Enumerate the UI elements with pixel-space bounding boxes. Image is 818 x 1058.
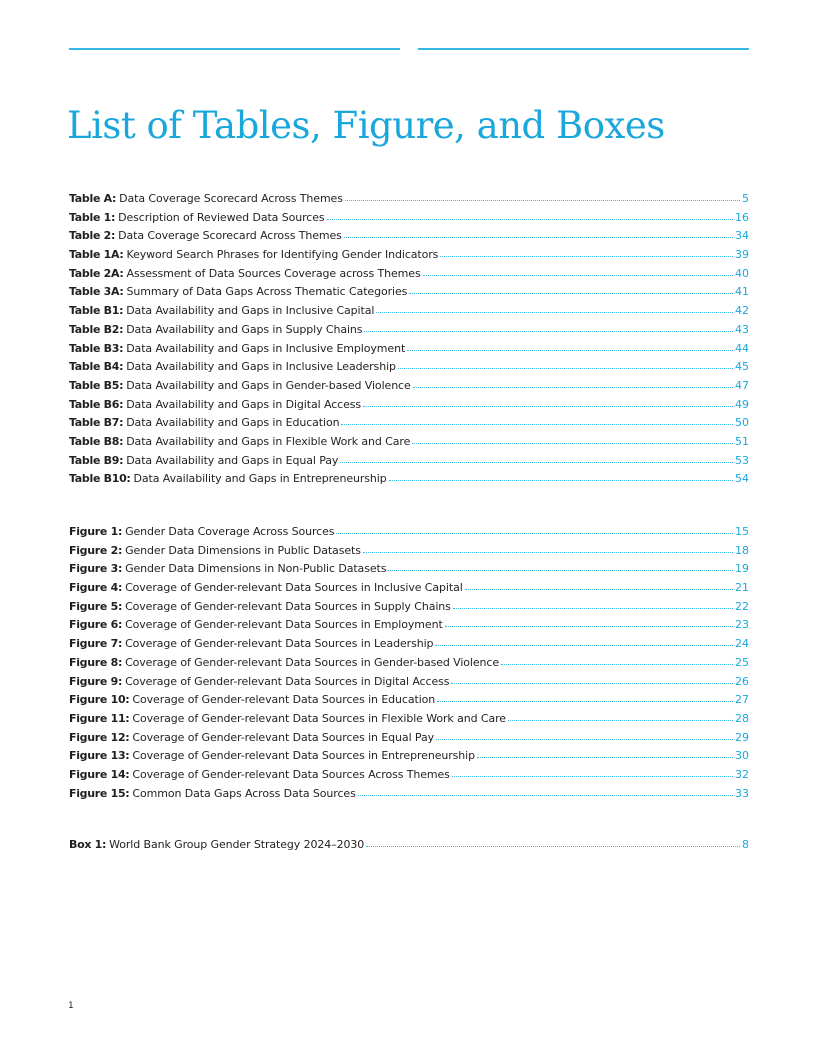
toc-entry[interactable] xyxy=(69,435,749,454)
toc-entry-title: Summary of Data Gaps Across Thematic Categories xyxy=(126,285,408,299)
toc-entry[interactable] xyxy=(69,416,749,435)
toc-entry-title: Coverage of Gender-relevant Data Sources in Entrepreneurship xyxy=(132,749,476,763)
boxes-list xyxy=(69,838,749,857)
toc-entry-label: Table B9: xyxy=(69,453,124,467)
toc-entry-label: Table B3: xyxy=(69,341,124,355)
toc-entry[interactable] xyxy=(69,285,749,304)
toc-entry-page[interactable]: 44 xyxy=(735,341,749,355)
toc-entry-title: Gender Data Dimensions in Non-Public Datasets xyxy=(125,562,387,576)
toc-entry-label: Figure 10: xyxy=(69,693,130,707)
toc-entry-page[interactable]: 47 xyxy=(735,378,749,392)
toc-entry-title: Gender Data Coverage Across Sources xyxy=(125,525,335,538)
toc-entry[interactable] xyxy=(69,749,749,768)
toc-entry-page[interactable]: 45 xyxy=(735,360,749,374)
toc-entry-label: Table 3A: xyxy=(69,285,124,299)
toc-entry-page[interactable]: 8 xyxy=(742,838,749,851)
toc-entry-page[interactable]: 32 xyxy=(735,767,749,781)
toc-entry-label: Table B7: xyxy=(69,416,124,430)
toc-entry-title: Description of Reviewed Data Sources xyxy=(118,210,325,224)
toc-entry-page[interactable]: 53 xyxy=(735,453,749,467)
page-number: 1 xyxy=(68,1001,74,1011)
dot-leader xyxy=(389,472,733,481)
toc-entry-label: Table B10: xyxy=(69,472,131,486)
toc-entry-title: Data Availability and Gaps in Digital Access xyxy=(126,397,362,411)
toc-entry[interactable] xyxy=(69,562,749,581)
toc-entry-title: Keyword Search Phrases for Identifying Gender Indicators xyxy=(126,248,439,262)
dot-leader xyxy=(341,416,733,425)
toc-entry-title: Data Coverage Scorecard Across Themes xyxy=(119,192,343,205)
toc-entry[interactable] xyxy=(69,618,749,637)
toc-entry[interactable] xyxy=(69,600,749,619)
dot-leader xyxy=(465,581,733,590)
toc-entry-label: Figure 4: xyxy=(69,581,123,595)
toc-entry-page[interactable]: 51 xyxy=(735,434,749,448)
dot-leader xyxy=(413,379,733,388)
toc-entry[interactable] xyxy=(69,398,749,417)
toc-entry-title: Coverage of Gender-relevant Data Sources in Gender-based Violence xyxy=(125,655,500,669)
header-rule-left xyxy=(69,48,400,50)
toc-entry[interactable] xyxy=(69,379,749,398)
toc-entry-page[interactable]: 29 xyxy=(735,730,749,744)
toc-entry-label: Figure 14: xyxy=(69,767,130,781)
dot-leader xyxy=(423,267,733,276)
toc-entry-label: Figure 2: xyxy=(69,543,123,557)
toc-entry[interactable] xyxy=(69,360,749,379)
toc-entry-page[interactable]: 43 xyxy=(735,322,749,336)
dot-leader xyxy=(508,712,733,721)
dot-leader xyxy=(501,656,733,665)
toc-entry-page[interactable]: 23 xyxy=(735,618,749,632)
toc-entry-page[interactable]: 16 xyxy=(735,210,749,224)
toc-entry-title: Data Availability and Gaps in Inclusive Capital xyxy=(126,304,375,318)
dot-leader xyxy=(376,304,733,313)
dot-leader xyxy=(409,285,733,294)
toc-entry-label: Figure 8: xyxy=(69,655,123,669)
toc-entry-label: Table 1A: xyxy=(69,248,124,262)
toc-entry-label: Figure 7: xyxy=(69,637,123,651)
toc-entry[interactable] xyxy=(69,267,749,286)
toc-entry-title: Gender Data Dimensions in Public Datasets xyxy=(125,543,361,557)
toc-entry-label: Table 2: xyxy=(69,229,116,243)
toc-entry-title: Data Availability and Gaps in Supply Chains xyxy=(126,322,363,336)
toc-entry[interactable] xyxy=(69,656,749,675)
toc-entry-title: Coverage of Gender-relevant Data Sources in Employment xyxy=(125,618,443,632)
toc-entry-label: Table A: xyxy=(69,192,117,205)
toc-entry-page[interactable]: 28 xyxy=(735,711,749,725)
toc-entry-title: Common Data Gaps Across Data Sources xyxy=(132,786,356,800)
dot-leader xyxy=(398,360,733,369)
toc-entry[interactable] xyxy=(69,472,749,491)
toc-entry-label: Table B2: xyxy=(69,322,124,336)
toc-entry[interactable] xyxy=(69,787,749,806)
toc-entry-label: Figure 15: xyxy=(69,786,130,800)
dot-leader xyxy=(477,749,733,758)
toc-entry-page[interactable]: 39 xyxy=(735,248,749,262)
toc-entry-page[interactable]: 42 xyxy=(735,304,749,318)
toc-entry-page[interactable]: 15 xyxy=(735,525,749,538)
toc-entry-page[interactable]: 54 xyxy=(735,472,749,486)
toc-entry[interactable] xyxy=(69,544,749,563)
toc-entry-title: Coverage of Gender-relevant Data Sources in Supply Chains xyxy=(125,599,451,613)
toc-entry[interactable] xyxy=(69,838,749,857)
toc-entry-label: Table 2A: xyxy=(69,266,124,280)
toc-entry-label: Table B4: xyxy=(69,360,124,374)
toc-entry-title: World Bank Group Gender Strategy 2024–2030 xyxy=(109,838,365,851)
toc-entry[interactable] xyxy=(69,342,749,361)
toc-entry-page[interactable]: 18 xyxy=(735,543,749,557)
toc-entry[interactable] xyxy=(69,675,749,694)
toc-entry-page[interactable]: 41 xyxy=(735,285,749,299)
toc-entry-page[interactable]: 24 xyxy=(735,637,749,651)
toc-entry-label: Figure 9: xyxy=(69,674,123,688)
toc-entry-title: Data Availability and Gaps in Inclusive Employment xyxy=(126,341,406,355)
toc-entry[interactable] xyxy=(69,731,749,750)
figures-list xyxy=(69,525,749,805)
tables-list xyxy=(69,192,749,491)
toc-entry-page[interactable]: 22 xyxy=(735,599,749,613)
header-rule-right xyxy=(418,48,749,50)
toc-entry-page[interactable]: 33 xyxy=(735,786,749,800)
toc-entry-label: Figure 12: xyxy=(69,730,130,744)
toc-entry[interactable] xyxy=(69,693,749,712)
dot-leader xyxy=(436,731,733,740)
dot-leader xyxy=(363,398,733,407)
toc-entry[interactable] xyxy=(69,637,749,656)
toc-entry-label: Box 1: xyxy=(69,838,107,851)
toc-entry[interactable] xyxy=(69,192,749,211)
toc-entry-page[interactable]: 34 xyxy=(735,229,749,243)
toc-entry-title: Coverage of Gender-relevant Data Sources in Inclusive Capital xyxy=(125,581,463,595)
toc-entry[interactable] xyxy=(69,768,749,787)
dot-leader xyxy=(366,838,740,847)
dot-leader xyxy=(363,544,733,553)
toc-entry-title: Coverage of Gender-relevant Data Sources in Flexible Work and Care xyxy=(132,711,506,725)
toc-entry-label: Table B5: xyxy=(69,378,124,392)
dot-leader xyxy=(452,768,733,777)
toc-entry-label: Table B1: xyxy=(69,304,124,318)
dot-leader xyxy=(407,342,733,351)
dot-leader xyxy=(445,618,733,627)
dot-leader xyxy=(388,562,733,571)
toc-entry[interactable] xyxy=(69,248,749,267)
toc-entry-page[interactable]: 26 xyxy=(735,674,749,688)
toc-entry[interactable] xyxy=(69,229,749,248)
dot-leader xyxy=(364,323,733,332)
toc-entry[interactable] xyxy=(69,304,749,323)
dot-leader xyxy=(345,192,740,201)
toc-entry-title: Coverage of Gender-relevant Data Sources in Digital Access xyxy=(125,674,450,688)
toc-entry-page[interactable]: 19 xyxy=(735,562,749,576)
toc-entry-title: Data Availability and Gaps in Entrepreneurship xyxy=(133,472,387,486)
toc-entry-label: Table B8: xyxy=(69,434,124,448)
toc-entry-title: Data Availability and Gaps in Flexible Work and Care xyxy=(126,434,411,448)
toc-entry-title: Data Availability and Gaps in Education xyxy=(126,416,340,430)
toc-entry[interactable] xyxy=(69,323,749,342)
dot-leader xyxy=(327,211,733,220)
toc-entry[interactable] xyxy=(69,712,749,731)
page-title: List of Tables, Figure, and Boxes xyxy=(67,104,665,147)
toc-entry-page[interactable]: 5 xyxy=(742,192,749,205)
toc-entry-label: Figure 13: xyxy=(69,749,130,763)
toc-entry-label: Table B6: xyxy=(69,397,124,411)
toc-entry-page[interactable]: 21 xyxy=(735,581,749,595)
toc-entry-label: Figure 11: xyxy=(69,711,130,725)
toc-entry-title: Coverage of Gender-relevant Data Sources Across Themes xyxy=(132,767,450,781)
toc-entry-page[interactable]: 27 xyxy=(735,693,749,707)
dot-leader xyxy=(358,787,733,796)
dot-leader xyxy=(412,435,733,444)
toc-entry-label: Figure 1: xyxy=(69,525,123,538)
toc-entry[interactable] xyxy=(69,581,749,600)
dot-leader xyxy=(451,675,733,684)
toc-entry-page[interactable]: 40 xyxy=(735,266,749,280)
toc-entry-label: Table 1: xyxy=(69,210,116,224)
toc-entry[interactable] xyxy=(69,525,749,544)
dot-leader xyxy=(340,454,733,463)
toc-entry-title: Data Coverage Scorecard Across Themes xyxy=(118,229,342,243)
toc-entry-title: Data Availability and Gaps in Inclusive Leadership xyxy=(126,360,396,374)
dot-leader xyxy=(344,229,733,238)
toc-entry-page[interactable]: 25 xyxy=(735,655,749,669)
toc-entry-page[interactable]: 50 xyxy=(735,416,749,430)
toc-entry-title: Data Availability and Gaps in Equal Pay xyxy=(126,453,339,467)
dot-leader xyxy=(435,637,733,646)
dot-leader xyxy=(453,600,733,609)
toc-entry-label: Figure 5: xyxy=(69,599,123,613)
toc-entry-page[interactable]: 30 xyxy=(735,749,749,763)
dot-leader xyxy=(437,693,733,702)
toc-entry-label: Figure 3: xyxy=(69,562,123,576)
toc-entry-title: Coverage of Gender-relevant Data Sources in Equal Pay xyxy=(132,730,435,744)
toc-entry-title: Coverage of Gender-relevant Data Sources in Leadership xyxy=(125,637,434,651)
dot-leader xyxy=(336,525,733,534)
dot-leader xyxy=(440,248,733,257)
toc-entry-title: Assessment of Data Sources Coverage across Themes xyxy=(126,266,421,280)
toc-entry-title: Data Availability and Gaps in Gender-based Violence xyxy=(126,378,411,392)
toc-entry-page[interactable]: 49 xyxy=(735,397,749,411)
toc-entry-label: Figure 6: xyxy=(69,618,123,632)
toc-entry-title: Coverage of Gender-relevant Data Sources in Education xyxy=(132,693,436,707)
toc-entry[interactable] xyxy=(69,211,749,230)
toc-entry[interactable] xyxy=(69,454,749,473)
